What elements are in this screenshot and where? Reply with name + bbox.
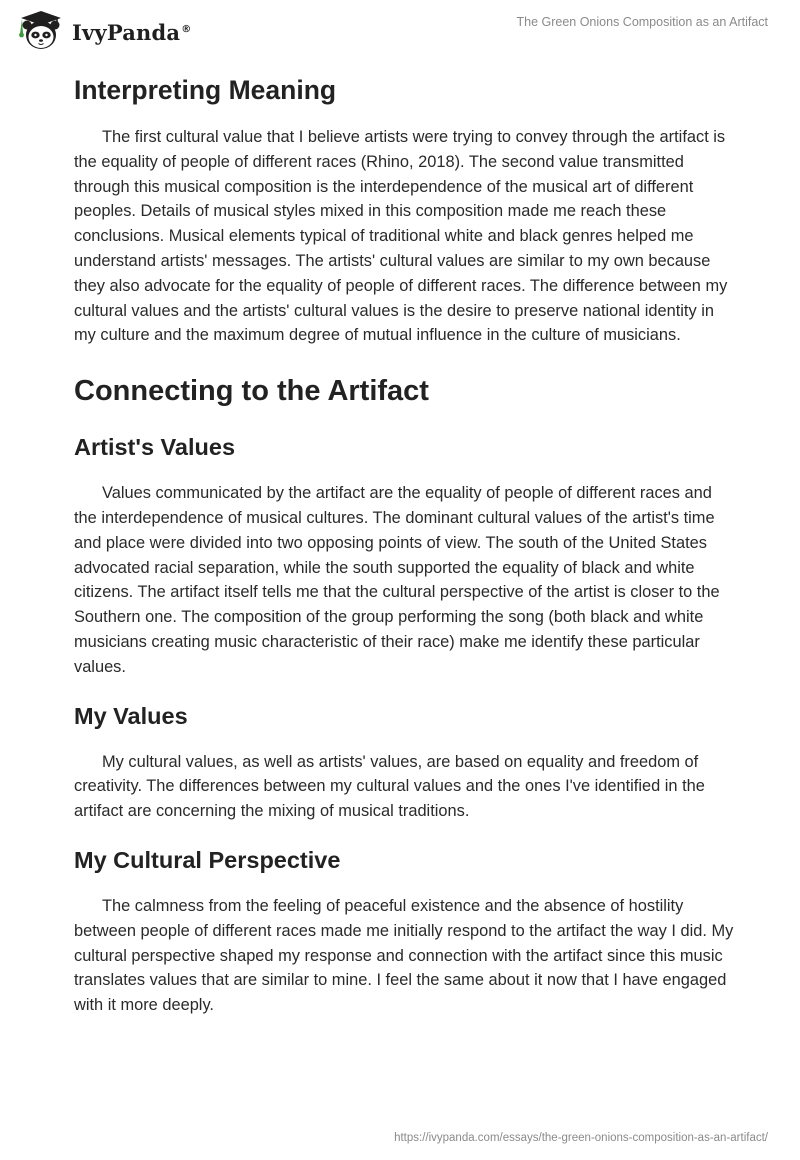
heading-interpreting-meaning: Interpreting Meaning xyxy=(74,75,337,105)
registered-mark: ® xyxy=(181,23,192,35)
heading-artists-values: Artist's Values xyxy=(74,434,236,461)
page-header xyxy=(0,0,800,60)
heading-my-cultural-perspective: My Cultural Perspective xyxy=(74,846,341,873)
heading-connecting-to-artifact: Connecting to the Artifact xyxy=(74,375,429,408)
panda-graduation-cap-logo-icon xyxy=(16,10,66,52)
paragraph-artists-values: Values communicated by the artifact are the equality of people of different races and the interdependence of musical cultures. The dominant cultural values of the artist's time and place were divided into two opposing points of view. The south of the United States advocated racial separation, while the south supported the equality of black and white citizens. The artifact itself tells me that the cultural perspective of the artist is closer to the Southern one. The composition of the group performing the song (both black and white musicians creating music characteristic of their race) make me identify these particular values. xyxy=(74,484,720,676)
source-url-link[interactable]: https://ivypanda.com/essays/the-green-onions-composition-as-an-artifact/ xyxy=(394,1132,768,1144)
paragraph-interpreting-meaning: The first cultural value that I believe artists were trying to convey through the artifact is the equality of people of different races (Rhino, 2018). The second value transmitted through this musical composition is the interdependence of the musical art of different peoples. Details of musical styles mixed in this composition made me reach these conclusions. Musical elements typical of traditional white and black genres helped me understand artists' messages. The artists' cultural values are similar to my own because they also advocate for the equality of people of different races. The difference between my cultural values and the artists' cultural values is the desire to preserve national identity in my culture and the maximum degree of mutual influence in the culture of musicians. xyxy=(74,128,728,345)
paragraph-my-cultural-perspective: The calmness from the feeling of peaceful existence and the absence of hostility between people of different races made me initially respond to the artifact the way I did. My cultural perspective shaped my response and connection with the artifact since this music translates values that are similar to mine. I feel the same about it now that I have engaged with it more deeply. xyxy=(74,896,734,1015)
brand-name-text: IvyPanda xyxy=(72,19,181,45)
document-title: The Green Onions Composition as an Artifact xyxy=(516,15,768,29)
essay-content xyxy=(74,70,734,1018)
brand-name xyxy=(72,20,191,45)
brand-logo[interactable] xyxy=(16,10,191,52)
paragraph-my-values: My cultural values, as well as artists' values, are based on equality and freedom of creativity. The differences between my cultural values and the ones I've identified in the artifact are concerning the mixing of musical traditions. xyxy=(74,752,705,821)
heading-my-values: My Values xyxy=(74,702,188,729)
